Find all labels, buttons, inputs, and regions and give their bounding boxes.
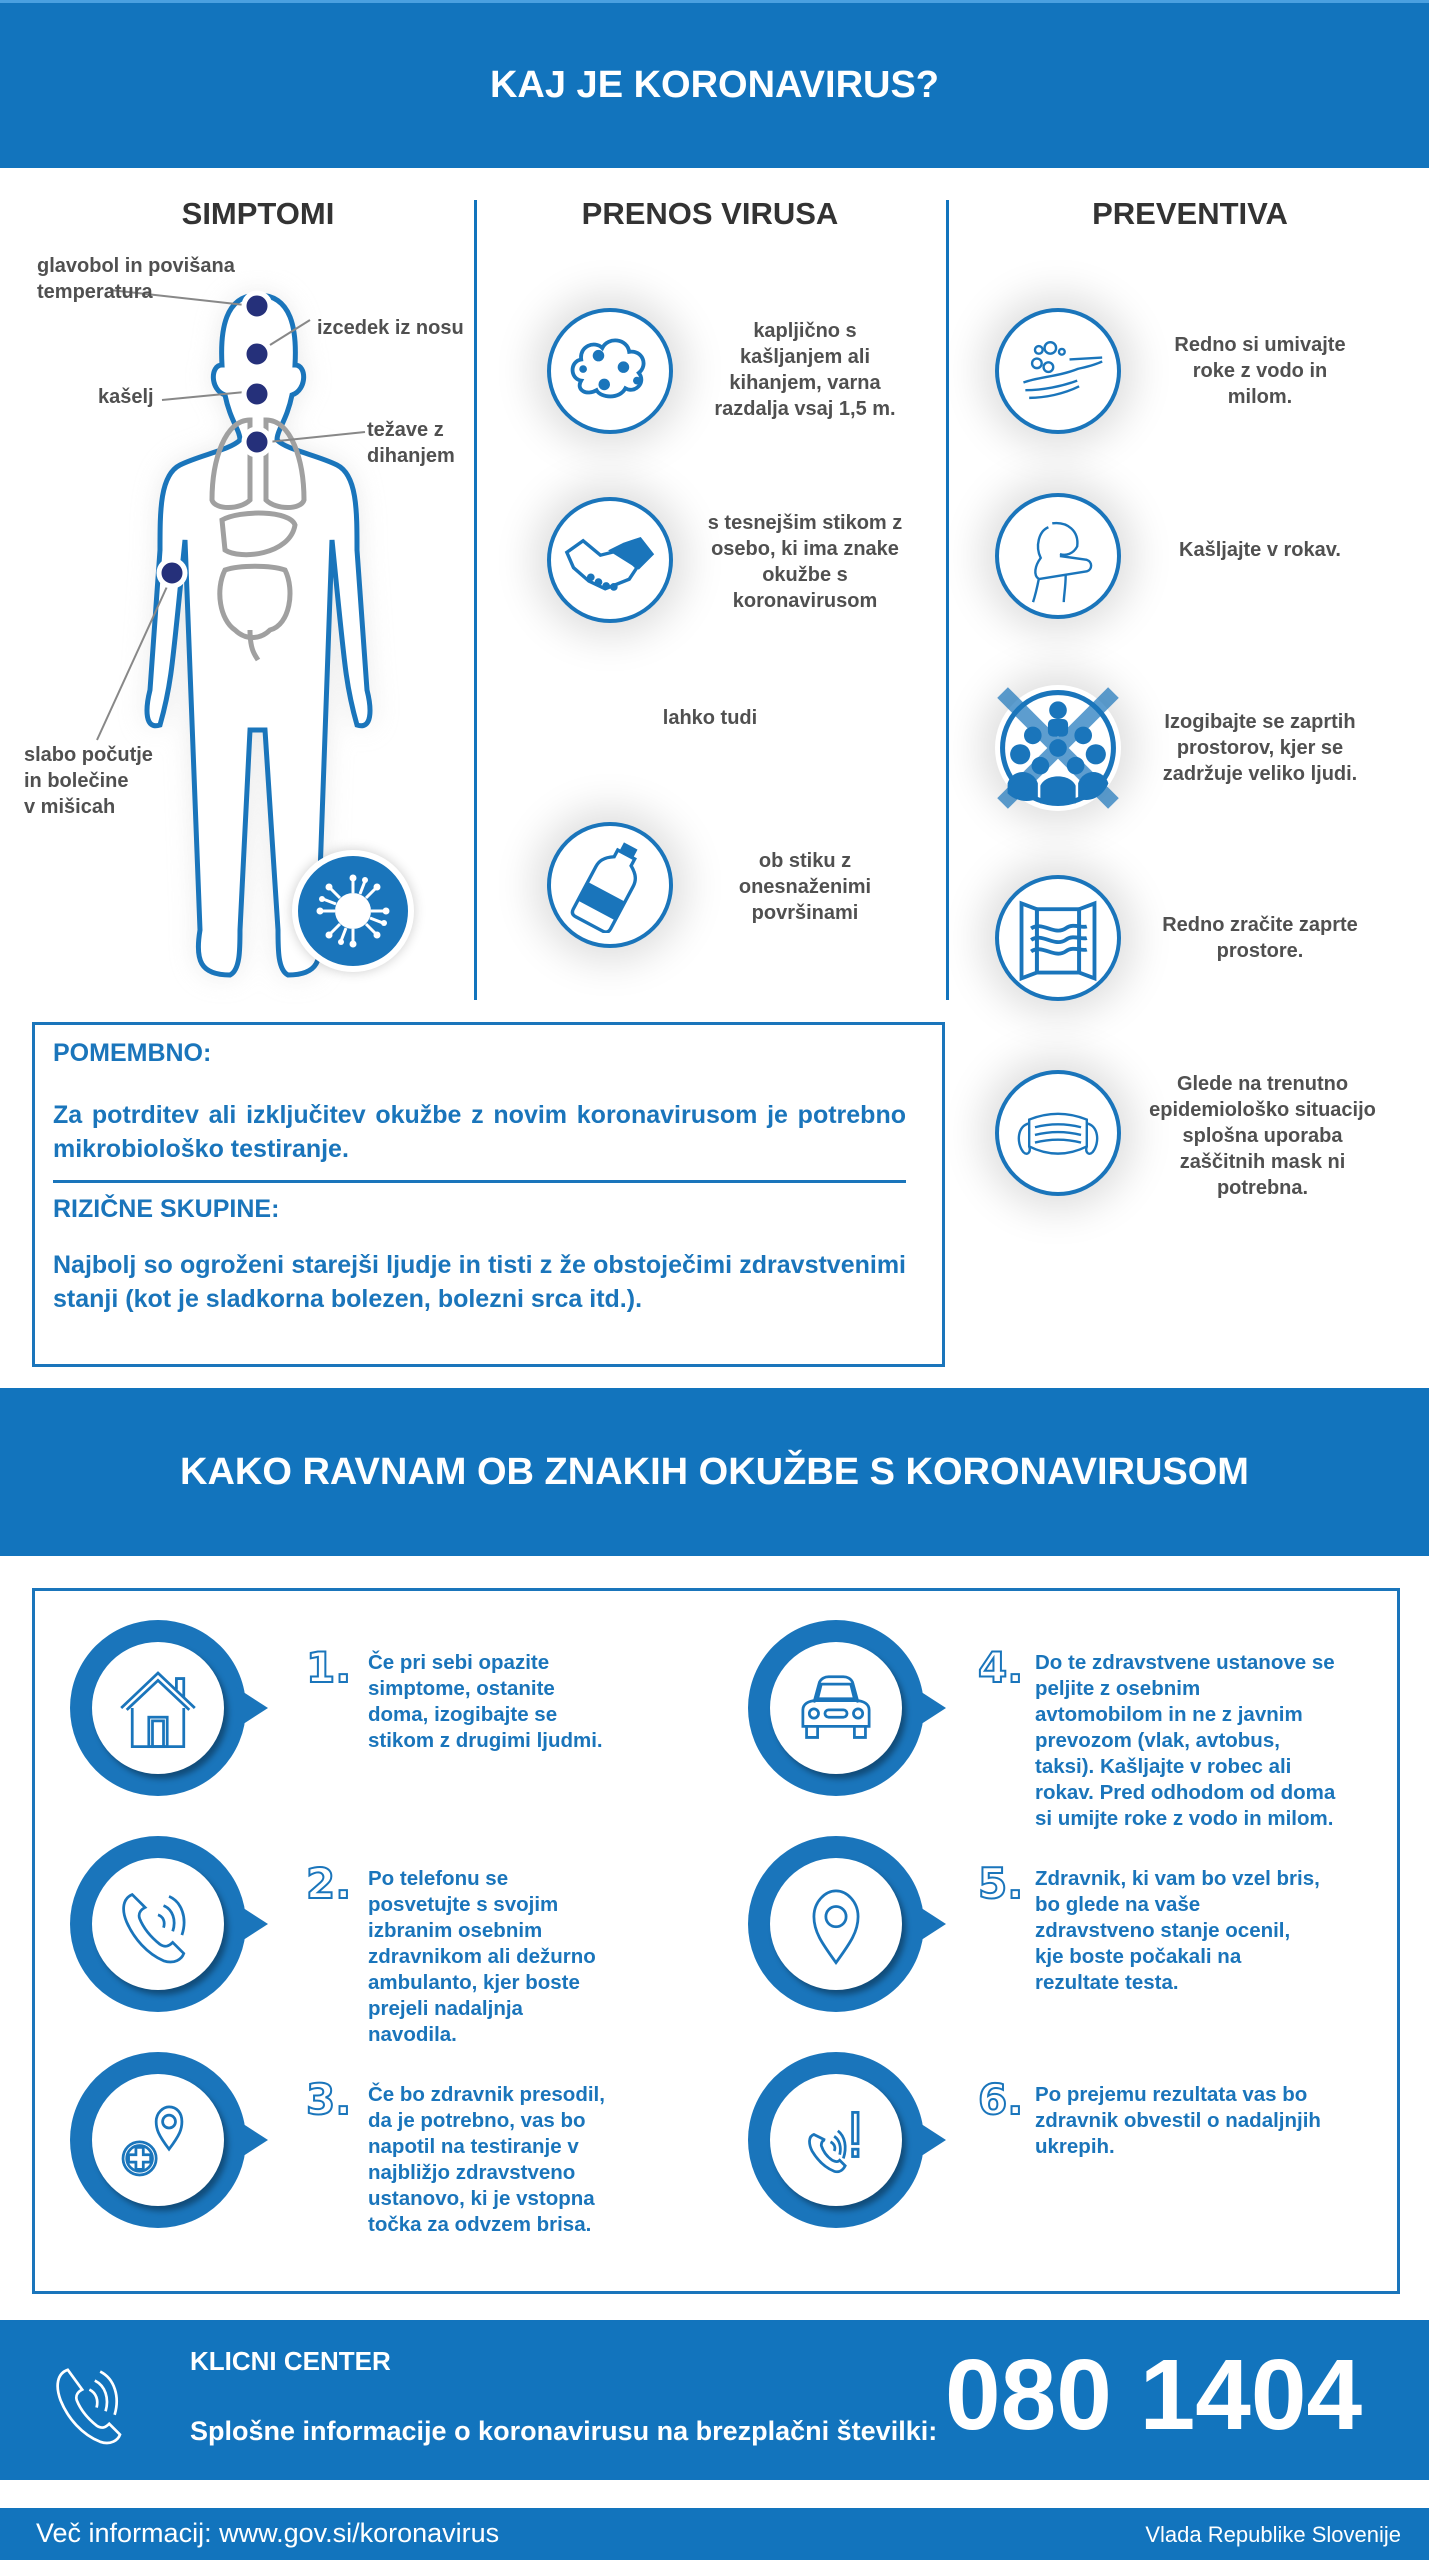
footer <box>0 2508 1429 2560</box>
column-divider <box>474 200 477 1000</box>
phone-icon <box>48 2354 138 2454</box>
symptom-label-nose: izcedek iz nosu <box>317 317 464 339</box>
window-ventilate-icon <box>1010 890 1106 986</box>
step-1-text: Če pri sebi opazite simptome, ostanite doma, izogibajte se stikom z drugimi ljudmi. <box>368 1651 603 1752</box>
step-3-icon <box>70 2052 246 2228</box>
prevention-item-mask <box>995 1070 1121 1196</box>
transmission-text-contact: s tesnejšim stikom z osebo, ki ima znake okužbe s koronavirusom <box>707 512 903 612</box>
prevention-item-cough <box>995 493 1121 619</box>
step-5-text: Zdravnik, ki vam bo vzel bris, bo glede na vaše zdravstveno stanje ocenil, kje boste počakali na rezultate testa. <box>1035 1867 1320 1994</box>
info-divider <box>53 1180 906 1183</box>
handshake-icon <box>562 512 658 608</box>
step-4-icon <box>748 1620 924 1796</box>
prevention-heading: PREVENTIVA <box>1092 196 1288 231</box>
symptom-label-muscle: slabo počutje in bolečine v mišicah <box>24 744 153 818</box>
prevention-item-handwash <box>995 308 1121 434</box>
symptom-label-head: glavobol in povišana temperatura <box>37 255 235 303</box>
step-5-number: 5. <box>978 1859 1024 1908</box>
symptom-dot-arm <box>159 560 185 586</box>
more-info-link[interactable]: Več informacij: www.gov.si/koronavirus <box>36 2518 500 2548</box>
steps-title: KAKO RAVNAM OB ZNAKIH OKUŽBE S KORONAVIRUSOM <box>180 1450 1249 1493</box>
risk-groups-heading: RIZIČNE SKUPINE: <box>53 1195 280 1223</box>
step-1-icon <box>70 1620 246 1796</box>
prevention-text-cough: Kašljajte v rokav. <box>1179 539 1341 561</box>
step-2-icon <box>70 1836 246 2012</box>
location-pin-icon <box>790 1878 882 1970</box>
call-center-subtitle: Splošne informacije o koronavirusu na brezplačni številki: <box>190 2416 938 2446</box>
cough-elbow-icon <box>1010 508 1106 604</box>
symptom-dot-chest <box>244 429 270 455</box>
step-6-text: Po prejemu rezultata vas bo zdravnik obvestil o nadaljnjih ukrepih. <box>1035 2083 1321 2158</box>
step-2-text: Po telefonu se posvetujte s svojim izbranim osebnim zdravnikom ali dežurno ambulanto, kjer boste prejeli nadaljnja navodila. <box>368 1867 596 2046</box>
symptom-dot-head <box>244 293 270 319</box>
column-divider <box>946 200 949 1000</box>
step-2-number: 2. <box>306 1859 352 1908</box>
step-5-icon <box>748 1836 924 2012</box>
step-1-number: 1. <box>306 1643 352 1692</box>
symptom-dot-nose <box>244 341 270 367</box>
step-6-number: 6. <box>978 2075 1024 2124</box>
crowd-crossed-icon <box>995 683 1121 813</box>
symptoms-heading: SIMPTOMI <box>181 196 335 231</box>
main-title: KAJ JE KORONAVIRUS? <box>489 64 940 106</box>
steps-title-banner <box>0 1388 1429 1556</box>
step-4-text: Do te zdravstvene ustanove se peljite z osebnim avtomobilom in ne z javnim prevozom (vlak, avtobus, taksi). Kašljajte v robec ali rokav. Pred odhodom od doma si umijte roke z vodo in milom. <box>1035 1651 1336 1830</box>
important-text: Za potrditev ali izključitev okužbe z novim koronavirusom je potrebno mikrobiološko testiranje. <box>53 1101 906 1163</box>
car-icon <box>790 1662 882 1754</box>
house-icon <box>112 1662 204 1754</box>
phone-alert-icon <box>790 2094 882 2186</box>
government-name: Vlada Republike Slovenije <box>1145 2522 1401 2547</box>
transmission-item-contact <box>547 497 673 623</box>
clinic-location-icon <box>112 2094 204 2186</box>
risk-groups-text: Najbolj so ogroženi starejši ljudje in tisti z že obstoječimi zdravstvenimi stanji (kot je sladkorna bolezen, bolezni srca itd.). <box>53 1251 906 1313</box>
prevention-item-ventilate <box>995 875 1121 1001</box>
transmission-text-surfaces: ob stiku z onesnaženimi površinami <box>738 850 872 924</box>
prevention-item-crowd <box>995 685 1121 811</box>
transmission-heading: PRENOS VIRUSA <box>581 196 839 231</box>
symptom-dot-throat <box>244 381 270 407</box>
droplet-cloud-icon <box>562 323 658 419</box>
step-6-icon <box>748 2052 924 2228</box>
prevention-text-ventilate: Redno zračite zaprte prostore. <box>1162 914 1358 962</box>
step-4-number: 4. <box>978 1643 1024 1692</box>
transmission-item-surfaces <box>547 822 673 948</box>
transmission-text-droplets: kapljično s kašljanjem ali kihanjem, varna razdalja vsaj 1,5 m. <box>714 320 896 420</box>
virus-badge <box>292 850 414 972</box>
prevention-text-handwash: Redno si umivajte roke z vodo in milom. <box>1174 334 1346 408</box>
call-center-title: KLICNI CENTER <box>190 2346 391 2376</box>
bottle-icon <box>562 837 658 933</box>
face-mask-icon <box>1010 1085 1106 1181</box>
important-heading: POMEMBNO: <box>53 1039 212 1067</box>
symptom-label-breath: težave z dihanjem <box>367 419 455 467</box>
prevention-text-crowd: Izogibajte se zaprtih prostorov, kjer se zadržuje veliko ljudi. <box>1162 711 1358 785</box>
main-title-banner <box>0 0 1429 168</box>
handwash-icon <box>1010 323 1106 419</box>
call-center-band <box>0 2320 1429 2480</box>
phone-icon <box>112 1878 204 1970</box>
step-3-number: 3. <box>306 2075 352 2124</box>
virus-icon <box>308 866 398 956</box>
prevention-text-mask: Glede na trenutno epidemiološko situacijo splošna uporaba zaščitnih mask ni potrebna. <box>1149 1073 1376 1199</box>
call-center-phone-number[interactable]: 080 1404 <box>945 2339 1363 2451</box>
symptom-label-cough: kašelj <box>98 386 154 408</box>
transmission-also-label: lahko tudi <box>662 707 758 729</box>
step-3-text: Če bo zdravnik presodil, da je potrebno, vas bo napotil na testiranje v najbližjo zdravstveno ustanovo, ki je vstopna točka za odvzem brisa. <box>368 2083 605 2236</box>
transmission-item-droplets <box>547 308 673 434</box>
important-info-box <box>32 1022 945 1367</box>
